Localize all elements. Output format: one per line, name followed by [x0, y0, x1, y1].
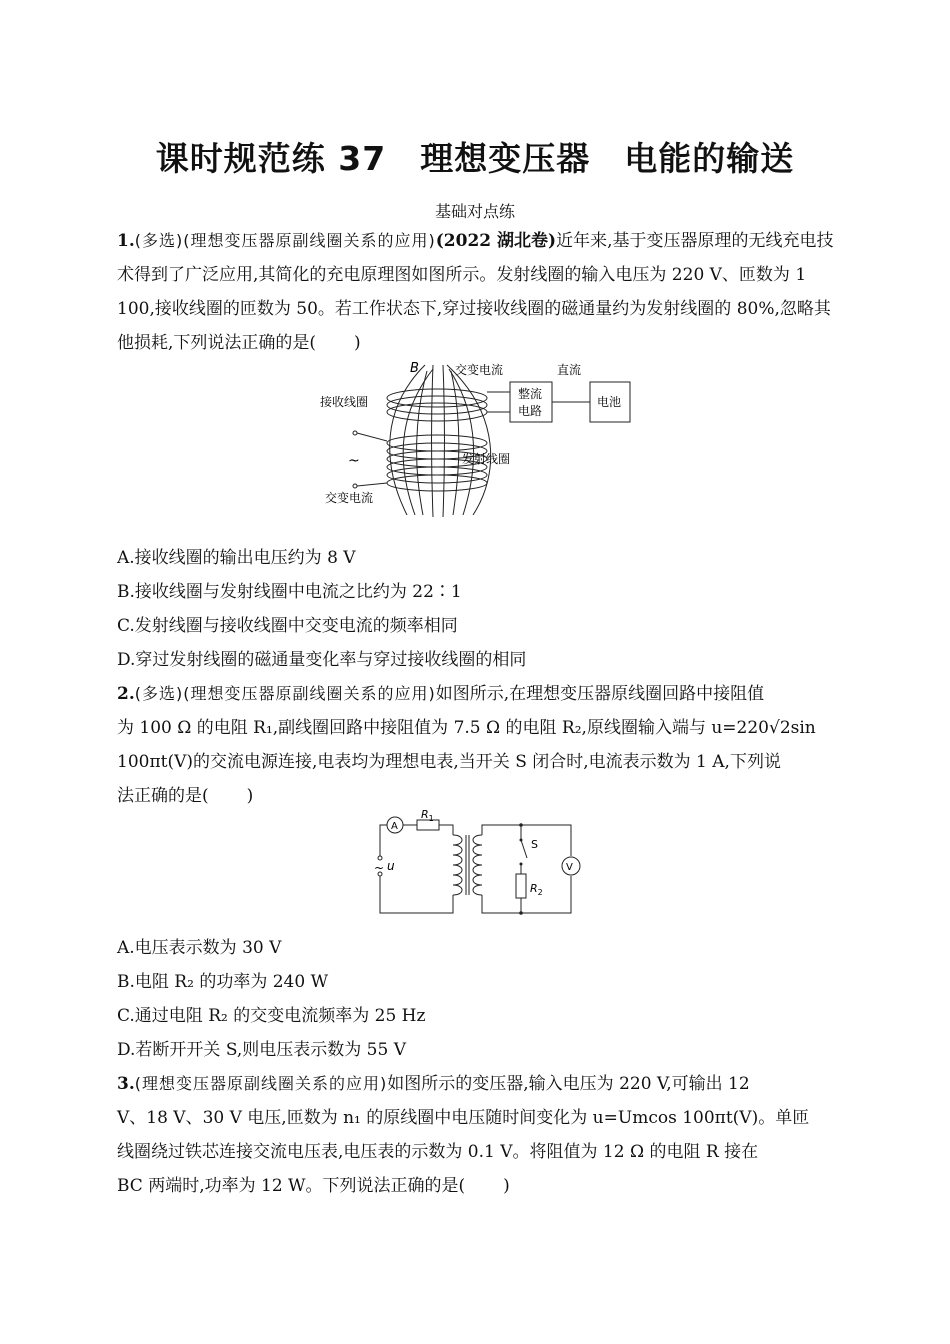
switch-label: S	[531, 838, 538, 851]
section-heading: 基础对点练	[434, 202, 515, 221]
q3-line-4: BC 两端时,功率为 12 W。下列说法正确的是( )	[117, 1176, 510, 1196]
q1-option-d: D.穿过发射线圈的磁通量变化率与穿过接收线圈的相同	[117, 650, 527, 670]
r1-label: $R_1$	[421, 810, 434, 823]
q2-line-1: 2.(多选)(理想变压器原副线圈关系的应用)如图所示,在理想变压器原线圈回路中接阻值	[117, 684, 765, 704]
label-battery: 电池	[597, 395, 622, 409]
q2-line-3: 100πt(V)的交流电源连接,电表均为理想电表,当开关 S 闭合时,电流表示数为 1 A,下列说	[117, 752, 781, 772]
q1-option-b: B.接收线圈与发射线圈中电流之比约为 22∶1	[117, 582, 462, 602]
label-dc: 直流	[557, 363, 582, 377]
question-tag: (多选)(理想变压器原副线圈关系的应用)	[134, 231, 436, 250]
label-receive-coil: 接收线圈	[320, 395, 369, 409]
question-text: 如图所示的变压器,输入电压为 220 V,可输出 12	[387, 1074, 750, 1094]
question-tag: (理想变压器原副线圈关系的应用)	[134, 1074, 388, 1093]
question-text: 如图所示,在理想变压器原线圈回路中接阻值	[435, 684, 765, 704]
r2-label: $R_2$	[530, 882, 543, 897]
q2-line-2: 为 100 Ω 的电阻 R₁,副线圈回路中接阻值为 7.5 Ω 的电阻 R₂,原线圈输入端与 u=220√2sin	[117, 718, 816, 738]
label-ac-symbol: ~	[348, 453, 360, 469]
q2-option-a: A.电压表示数为 30 V	[117, 938, 282, 958]
label-b: B	[410, 361, 419, 376]
question-text: 近年来,基于变压器原理的无线充电技术得到了广泛应用,其简化的充电原理图如图所示。发射线圈的输入电压为 220 V、匝数为 1 100,接收线圈的匝数为 50。若工作状态下,穿过接收线圈的磁通量约为发射线圈的 80%,忽略其他损耗,下列说法正确的是(	[117, 231, 834, 353]
q1-option-a: A.接收线圈的输出电压约为 8 V	[117, 548, 356, 568]
title-part-2: 理想变压器	[420, 139, 591, 178]
wireless-charging-diagram	[315, 355, 645, 525]
title-part-1: 课时规范练 37	[155, 139, 387, 178]
transformer-circuit-diagram	[365, 810, 585, 920]
question-tag: (多选)(理想变压器原副线圈关系的应用)	[134, 684, 436, 703]
label-ac-bottom: 交变电流	[325, 491, 374, 505]
q3-line-3: 线圈绕过铁芯连接交流电压表,电压表的示数为 0.1 V。将阻值为 12 Ω 的电阻 R 接在	[117, 1142, 759, 1162]
q1-option-c: C.发射线圈与接收线圈中交变电流的频率相同	[117, 616, 458, 636]
q3-line-1: 3.(理想变压器原副线圈关系的应用)如图所示的变压器,输入电压为 220 V,可输出 12	[117, 1074, 750, 1094]
question-number: 2	[117, 684, 129, 704]
ac-symbol: ~	[374, 861, 385, 875]
source-label: u	[387, 859, 395, 873]
q3-line-2: V、18 V、30 V 电压,匝数为 n₁ 的原线圈中电压随时间变化为 u=Umcos 100πt(V)。单匝	[117, 1108, 810, 1128]
voltmeter-label: V	[566, 862, 573, 873]
q2-option-d: D.若断开开关 S,则电压表示数为 55 V	[117, 1040, 406, 1060]
question-source: (2022 湖北卷)	[435, 231, 557, 251]
question-1: 1.(多选)(理想变压器原副线圈关系的应用)(2022 湖北卷)近年来,基于变压器原理的无线充电技术得到了广泛应用,其简化的充电原理图如图所示。发射线圈的输入电压为 220 V、匝数为 1 100,接收线圈的匝数为 50。若工作状态下,穿过接收线圈的磁通量约为发射线圈的 80%,忽略其他损耗,下列说法正确的是( )	[117, 231, 834, 353]
q2-option-c: C.通过电阻 R₂ 的交变电流频率为 25 Hz	[117, 1006, 426, 1026]
label-ac-top: 交变电流	[455, 363, 504, 377]
ammeter-label: A	[391, 821, 398, 832]
label-transmit-coil: 发射线圈	[462, 452, 511, 466]
question-number: 3	[117, 1074, 129, 1094]
label-rectifier-2: 电路	[518, 404, 543, 418]
q2-option-b: B.电阻 R₂ 的功率为 240 W	[117, 972, 329, 992]
question-number: 1	[117, 231, 129, 251]
label-rectifier-1: 整流	[518, 387, 543, 401]
page-title	[0, 133, 950, 180]
q2-line-4: 法正确的是( )	[117, 786, 254, 806]
title-part-3: 电能的输送	[624, 139, 795, 178]
